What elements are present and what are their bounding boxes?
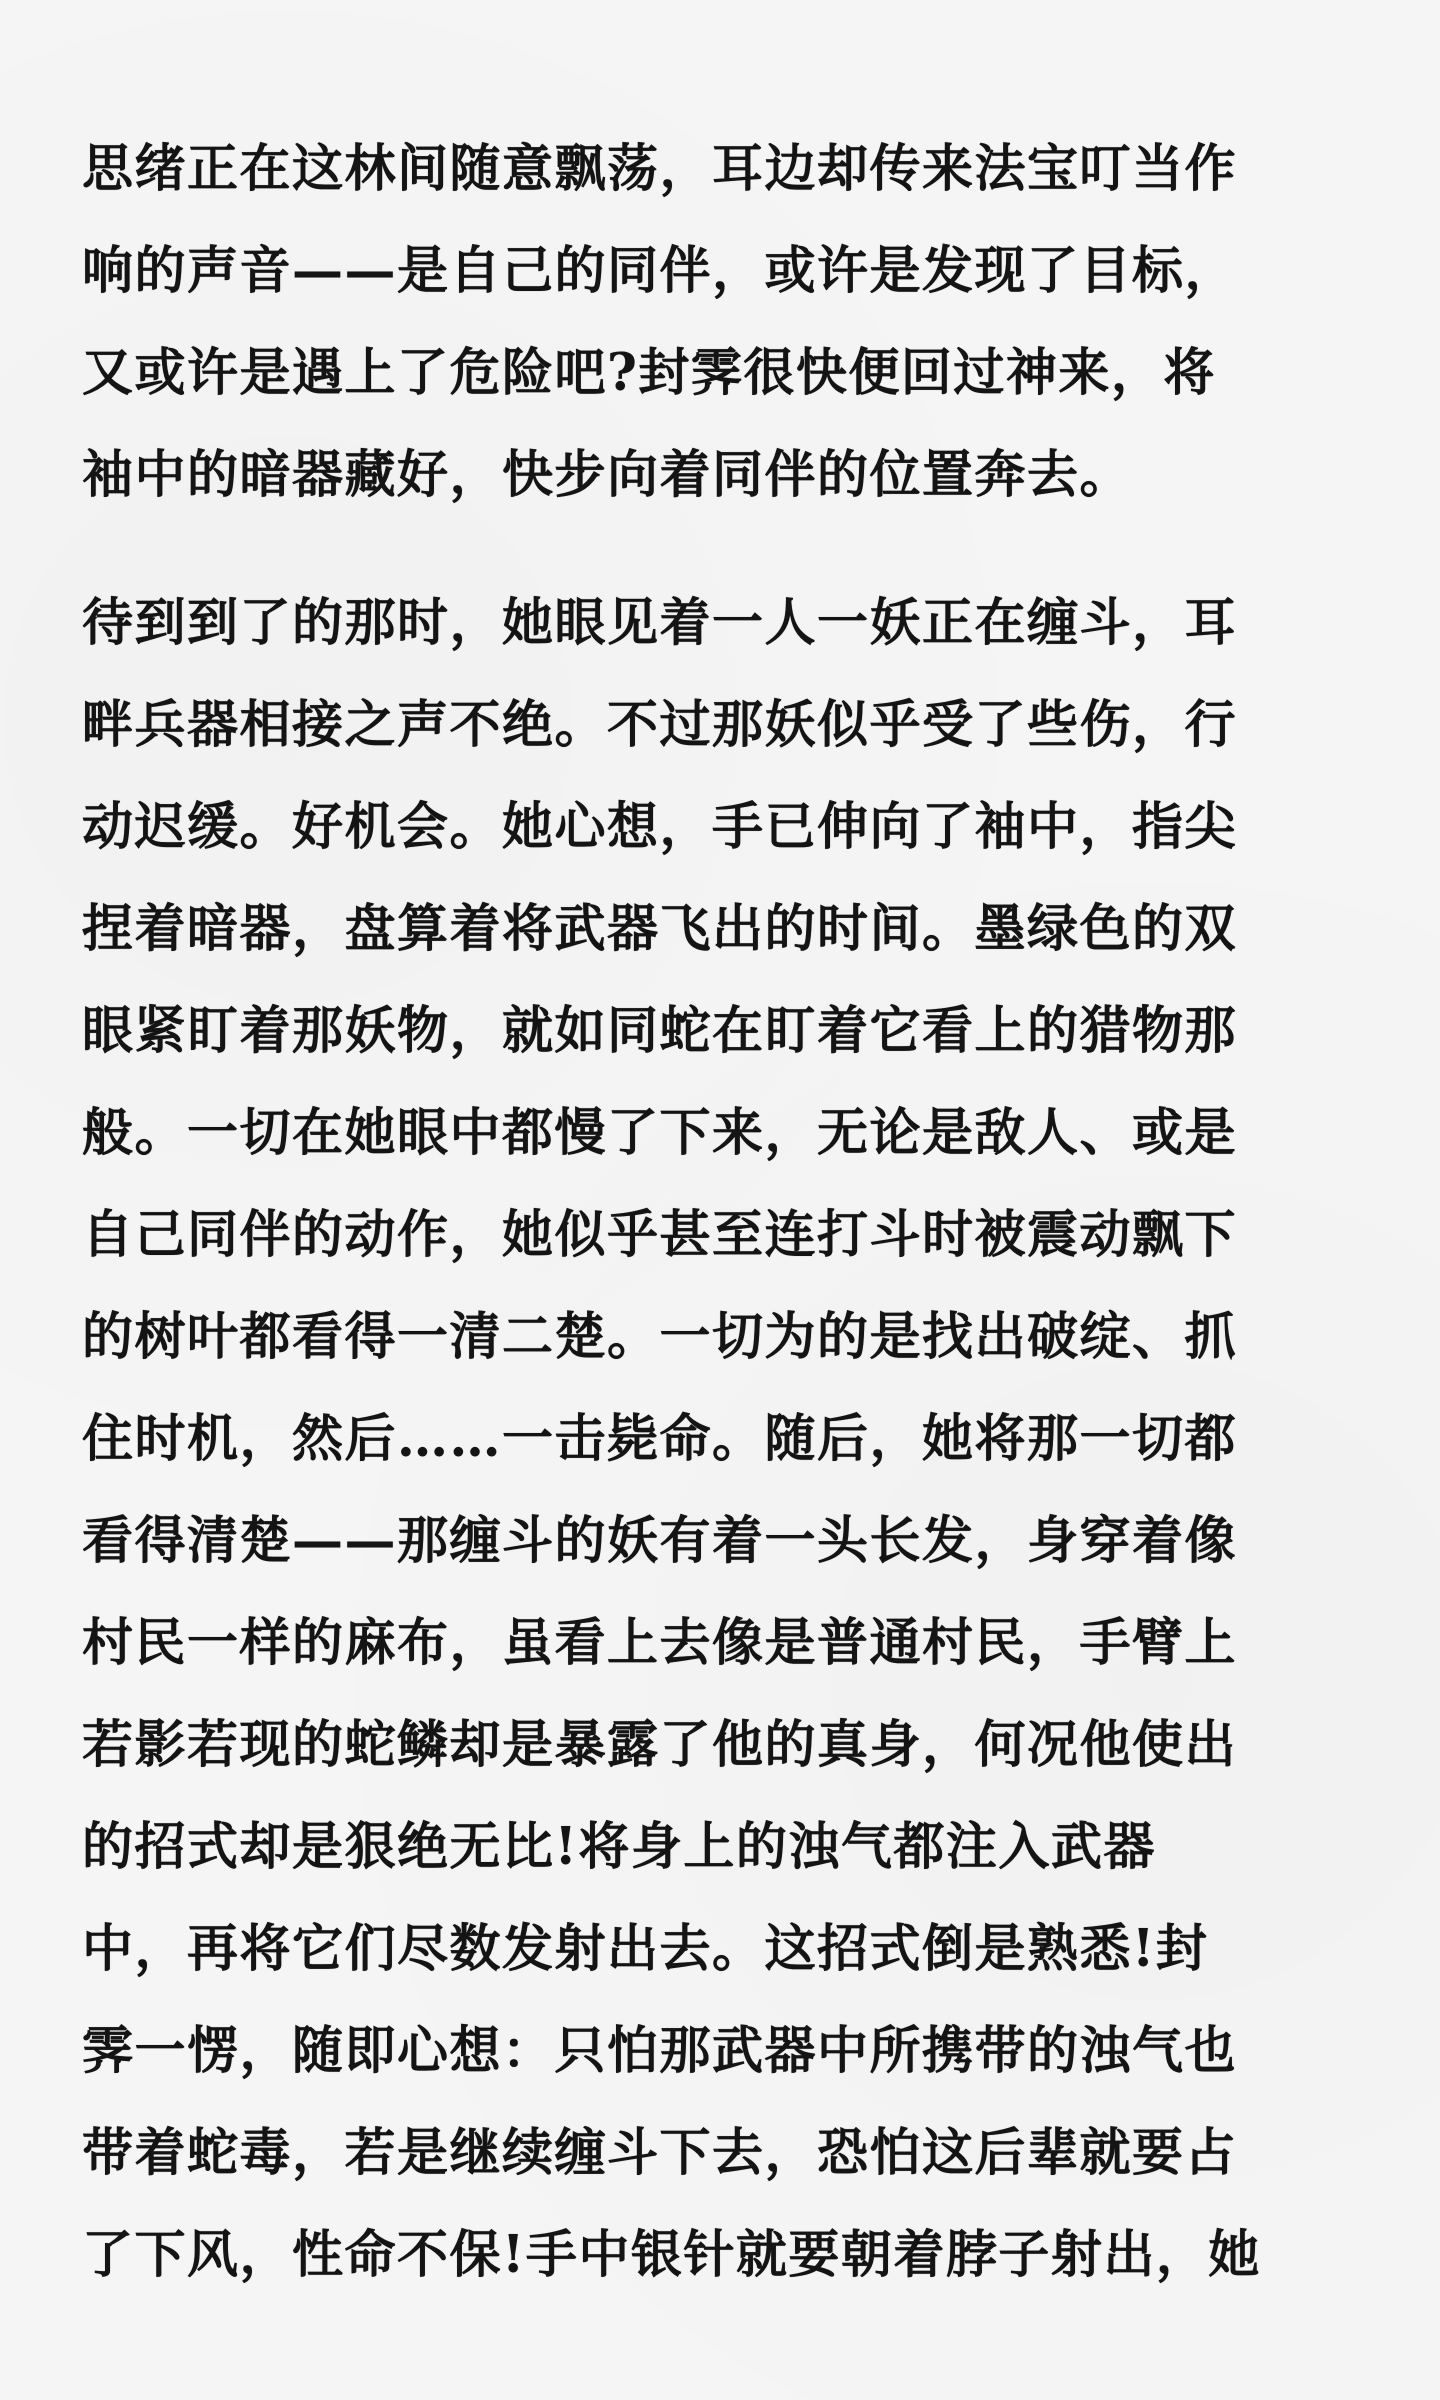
text-line: 的招式却是狠绝无比!将身上的浊气都注入武器 xyxy=(82,1817,1156,1877)
text-line: 畔兵器相接之声不绝。不过那妖似乎受了些伤，行 xyxy=(82,695,1238,755)
text-line: 了下风，性命不保!手中银针就要朝着脖子射出，她 xyxy=(82,2225,1261,2285)
text-line: 袖中的暗器藏好，快步向着同伴的位置奔去。 xyxy=(82,445,1133,505)
paragraph-2 xyxy=(82,572,1370,2306)
text-line: 待到到了的那时，她眼见着一人一妖正在缠斗，耳 xyxy=(82,593,1238,653)
paragraph-1 xyxy=(82,118,1370,526)
text-line: 又或许是遇上了危险吧?封霁很快便回过神来，将 xyxy=(82,343,1216,403)
text-line: 捏着暗器，盘算着将武器飞出的时间。墨绿色的双 xyxy=(82,899,1238,959)
text-line: 般。一切在她眼中都慢了下来，无论是敌人、或是 xyxy=(82,1103,1238,1163)
text-line: 带着蛇毒，若是继续缠斗下去，恐怕这后辈就要占 xyxy=(82,2123,1238,2183)
text-line: 眼紧盯着那妖物，就如同蛇在盯着它看上的猎物那 xyxy=(82,1001,1238,1061)
text-line: 若影若现的蛇鳞却是暴露了他的真身，何况他使出 xyxy=(82,1715,1238,1775)
text-line: 思绪正在这林间随意飘荡，耳边却传来法宝叮当作 xyxy=(82,139,1238,199)
text-line: 自己同伴的动作，她似乎甚至连打斗时被震动飘下 xyxy=(82,1205,1238,1265)
text-line: 响的声音——是自己的同伴，或许是发现了目标， xyxy=(82,241,1238,301)
text-line: 住时机，然后……一击毙命。随后，她将那一切都 xyxy=(82,1409,1238,1469)
text-line: 看得清楚——那缠斗的妖有着一头长发，身穿着像 xyxy=(82,1511,1238,1571)
text-line: 的树叶都看得一清二楚。一切为的是找出破绽、抓 xyxy=(82,1307,1238,1367)
text-line: 村民一样的麻布，虽看上去像是普通村民，手臂上 xyxy=(82,1613,1238,1673)
text-line: 中，再将它们尽数发射出去。这招式倒是熟悉!封 xyxy=(82,1919,1209,1979)
text-line: 动迟缓。好机会。她心想，手已伸向了袖中，指尖 xyxy=(82,797,1238,857)
text-line: 霁一愣，随即心想：只怕那武器中所携带的浊气也 xyxy=(82,2021,1238,2081)
